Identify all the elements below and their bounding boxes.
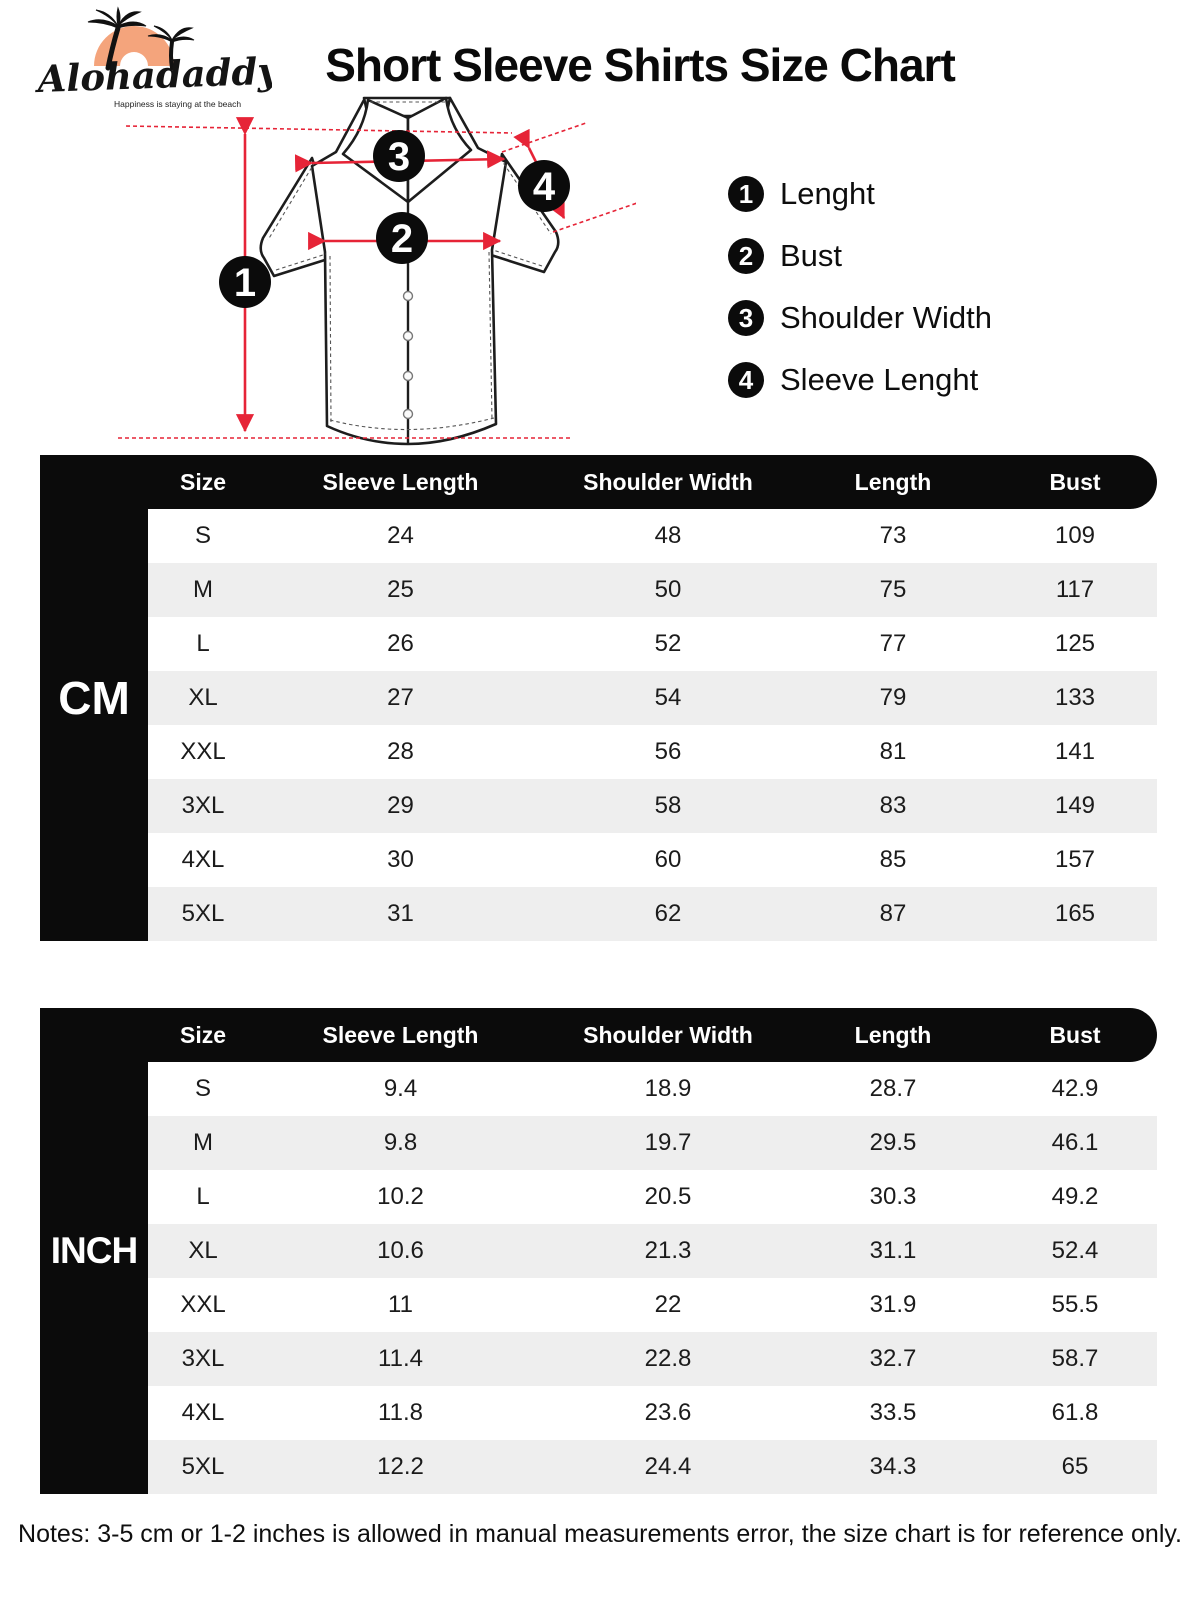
table-row-l [148, 617, 1157, 671]
value-cell: 75 [879, 576, 907, 603]
table-row-5xl [148, 1440, 1157, 1494]
table-row-4xl [148, 1386, 1157, 1440]
legend-item-3 [728, 300, 992, 336]
value-cell: 32.7 [869, 1345, 917, 1372]
value-cell: 73 [879, 522, 907, 549]
value-cell: 109 [1054, 522, 1096, 549]
legend-number-badge: 2 [728, 238, 764, 274]
size-cell: S [194, 522, 211, 549]
legend-label: Shoulder Width [780, 300, 992, 335]
value-cell: 133 [1054, 684, 1096, 711]
value-cell: 24 [387, 522, 414, 549]
unit-label-cm: CM [40, 455, 148, 941]
diagram-badge-3 [373, 130, 425, 182]
value-cell: 52 [654, 630, 682, 657]
value-cell: 42.9 [1051, 1075, 1099, 1102]
value-cell: 10.6 [377, 1237, 424, 1264]
svg-text:2: 2 [390, 217, 414, 261]
value-cell: 50 [654, 576, 682, 603]
svg-text:3: 3 [387, 135, 411, 179]
table-row-5xl [148, 887, 1157, 941]
value-cell: 149 [1054, 792, 1096, 819]
column-header-bust: Bust [1049, 1021, 1101, 1048]
table-row-4xl [148, 833, 1157, 887]
value-cell: 61.8 [1051, 1399, 1099, 1426]
column-header-length: Length [854, 468, 932, 495]
table-row-s [148, 509, 1157, 563]
value-cell: 34.3 [869, 1453, 917, 1480]
value-cell: 20.5 [644, 1183, 692, 1210]
value-cell: 19.7 [644, 1129, 692, 1156]
table-body [148, 1062, 1157, 1494]
value-cell: 10.2 [377, 1183, 424, 1210]
table-row-m [148, 563, 1157, 617]
value-cell: 18.9 [644, 1075, 692, 1102]
size-table-cm [40, 455, 1157, 941]
column-header-size: Size [179, 468, 227, 495]
column-header-sleeve-length: Sleeve Length [322, 468, 479, 495]
table-row-xl [148, 1224, 1157, 1278]
value-cell: 11.8 [378, 1399, 423, 1426]
size-cell: 3XL [181, 1345, 225, 1372]
page-title: Short Sleeve Shirts Size Chart [325, 39, 955, 91]
value-cell: 12.2 [377, 1453, 424, 1480]
column-header-length: Length [854, 1021, 932, 1048]
size-cell: 4XL [181, 846, 225, 873]
legend-label: Lenght [780, 176, 875, 211]
column-header-sleeve-length: Sleeve Length [322, 1021, 479, 1048]
size-cell: 4XL [181, 1399, 225, 1426]
value-cell: 29 [387, 792, 414, 819]
notes-text: Notes: 3-5 cm or 1-2 inches is allowed in manual measurements error, the size chart is for reference only. [18, 1520, 1182, 1548]
value-cell: 27 [387, 684, 414, 711]
measurement-legend [728, 176, 992, 398]
value-cell: 52.4 [1051, 1237, 1099, 1264]
value-cell: 22 [654, 1291, 682, 1318]
size-cell: M [193, 576, 213, 603]
table-row-m [148, 1116, 1157, 1170]
table-row-3xl [148, 779, 1157, 833]
table-header-row [40, 1008, 1157, 1062]
size-cell: XXL [180, 738, 226, 765]
value-cell: 30 [387, 846, 414, 873]
value-cell: 62 [654, 900, 682, 927]
value-cell: 29.5 [869, 1129, 917, 1156]
value-cell: 11 [388, 1291, 413, 1318]
value-cell: 58.7 [1051, 1345, 1099, 1372]
value-cell: 125 [1054, 630, 1096, 657]
size-cell: 5XL [181, 1453, 225, 1480]
value-cell: 87 [879, 900, 907, 927]
table-row-xxl [148, 1278, 1157, 1332]
value-cell: 85 [879, 846, 907, 873]
brand-tagline: Happiness is staying at the beach [114, 99, 242, 109]
table-row-s [148, 1062, 1157, 1116]
diagram-badge-1 [219, 256, 271, 308]
value-cell: 28.7 [869, 1075, 917, 1102]
size-cell: XL [188, 1237, 218, 1264]
svg-text:1: 1 [233, 261, 257, 305]
legend-item-2 [728, 238, 992, 274]
value-cell: 49.2 [1051, 1183, 1099, 1210]
size-cell: XXL [180, 1291, 226, 1318]
table-row-l [148, 1170, 1157, 1224]
value-cell: 117 [1055, 576, 1095, 603]
column-header-size: Size [179, 1021, 227, 1048]
value-cell: 21.3 [644, 1237, 692, 1264]
value-cell: 46.1 [1051, 1129, 1099, 1156]
table-header-row [40, 455, 1157, 509]
column-header-bust: Bust [1049, 468, 1101, 495]
size-cell: L [196, 1183, 210, 1210]
table-row-xxl [148, 725, 1157, 779]
legend-number-badge: 1 [728, 176, 764, 212]
value-cell: 165 [1054, 900, 1096, 927]
size-cell: M [193, 1129, 213, 1156]
table-row-3xl [148, 1332, 1157, 1386]
value-cell: 56 [654, 738, 682, 765]
size-cell: 3XL [181, 792, 225, 819]
diagram-badge-2 [376, 212, 428, 264]
legend-item-4 [728, 362, 992, 398]
value-cell: 31.9 [869, 1291, 917, 1318]
column-header-shoulder-width: Shoulder Width [583, 1021, 753, 1048]
brand-name: Alohadaddy [36, 48, 272, 101]
value-cell: 157 [1054, 846, 1096, 873]
value-cell: 9.8 [383, 1129, 418, 1156]
diagram-badge-4 [518, 160, 570, 212]
value-cell: 141 [1054, 738, 1096, 765]
column-header-shoulder-width: Shoulder Width [583, 468, 753, 495]
value-cell: 83 [879, 792, 907, 819]
value-cell: 9.4 [383, 1075, 418, 1102]
shirt-diagram-graphic [112, 86, 636, 458]
value-cell: 58 [654, 792, 682, 819]
value-cell: 23.6 [644, 1399, 692, 1426]
value-cell: 79 [879, 684, 907, 711]
value-cell: 31 [387, 900, 414, 927]
value-cell: 26 [387, 630, 414, 657]
size-table-inch [40, 1008, 1157, 1494]
legend-label: Sleeve Lenght [780, 362, 979, 397]
value-cell: 55.5 [1051, 1291, 1099, 1318]
unit-label-inch: INCH [40, 1008, 148, 1494]
legend-item-1 [728, 176, 992, 212]
legend-number-badge: 4 [728, 362, 764, 398]
size-cell: XL [188, 684, 218, 711]
value-cell: 48 [654, 522, 682, 549]
svg-text:4: 4 [532, 165, 556, 209]
size-cell: 5XL [181, 900, 225, 927]
value-cell: 22.8 [644, 1345, 692, 1372]
value-cell: 33.5 [869, 1399, 917, 1426]
legend-number-badge: 3 [728, 300, 764, 336]
value-cell: 30.3 [869, 1183, 917, 1210]
value-cell: 31.1 [869, 1237, 917, 1264]
size-cell: L [196, 630, 210, 657]
value-cell: 60 [654, 846, 682, 873]
value-cell: 54 [654, 684, 682, 711]
value-cell: 28 [387, 738, 414, 765]
table-body [148, 509, 1157, 941]
value-cell: 81 [879, 738, 907, 765]
table-row-xl [148, 671, 1157, 725]
value-cell: 25 [387, 576, 414, 603]
shirt-measurement-diagram [112, 86, 636, 458]
value-cell: 24.4 [644, 1453, 692, 1480]
value-cell: 77 [879, 630, 907, 657]
size-cell: S [194, 1075, 211, 1102]
legend-label: Bust [780, 238, 843, 273]
value-cell: 11.4 [378, 1345, 423, 1372]
value-cell: 65 [1061, 1453, 1089, 1480]
